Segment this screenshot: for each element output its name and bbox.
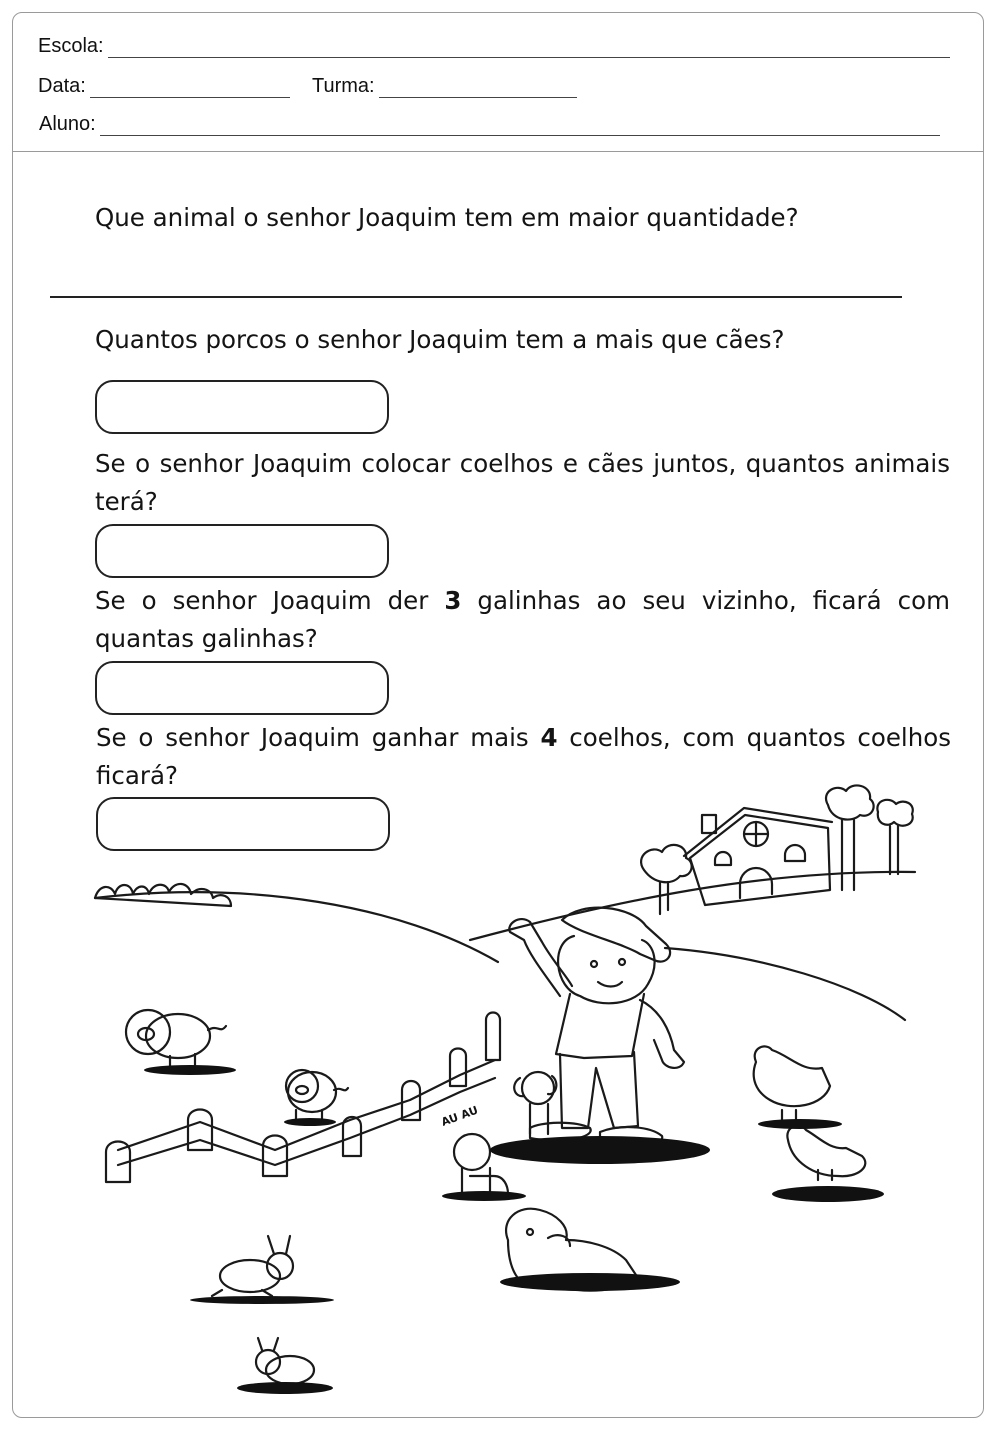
pig-icon (286, 1070, 348, 1120)
student-label: Aluno: (39, 113, 96, 135)
ground-shadows (144, 1065, 884, 1394)
farmer-figure (509, 908, 684, 1147)
hill-right (470, 872, 915, 940)
question-5-text-after: coelhos, com quantos coelhos ficará? (96, 723, 951, 790)
question-4-number: 3 (444, 586, 462, 615)
hill-far (665, 948, 905, 1020)
dog-sound-text: AU AU (439, 1103, 480, 1129)
question-5-number: 4 (540, 723, 558, 752)
hill-left (95, 892, 498, 962)
question-5-text-before: Se o senhor Joaquim ganhar mais (96, 723, 541, 752)
chicken-icon (787, 1126, 865, 1180)
question-4-text-before: Se o senhor Joaquim der (95, 586, 445, 615)
question-4-text-after: galinhas ao seu vizinho, ficará com quantas galinhas? (95, 586, 950, 653)
rabbit-icon (256, 1338, 314, 1384)
pig-icon (126, 1010, 226, 1068)
class-label: Turma: (312, 75, 375, 97)
house-icon (684, 808, 832, 905)
question-2-text: Quantos porcos o senhor Joaquim tem a mais que cães? (95, 325, 785, 354)
fence (106, 1013, 500, 1183)
question-3-text: Se o senhor Joaquim colocar coelhos e cães juntos, quantos animais terá? (95, 449, 950, 516)
rabbit-icon (212, 1236, 293, 1296)
bush (95, 884, 231, 906)
tree-icon (877, 800, 912, 874)
chicken-icon (754, 1046, 830, 1122)
question-1-text: Que animal o senhor Joaquim tem em maior quantidade? (95, 203, 799, 232)
school-label: Escola: (38, 35, 104, 57)
date-label: Data: (38, 75, 86, 97)
dog-icon (454, 1134, 508, 1194)
